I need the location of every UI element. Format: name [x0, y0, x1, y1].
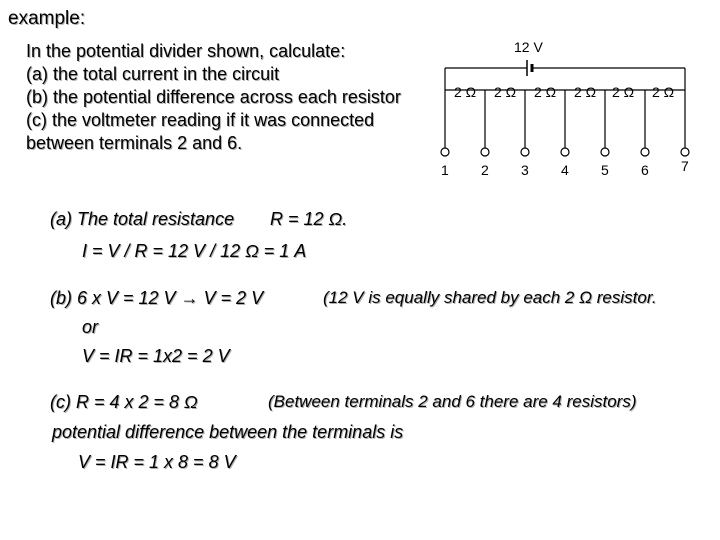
question-line: (c) the voltmeter reading if it was connected: [26, 110, 375, 130]
part-c-note: (Between terminals 2 and 6 there are 4 resistors): [268, 392, 637, 411]
terminal-number: 4: [561, 162, 569, 178]
terminal-circle: [601, 148, 609, 156]
part-a-resistance: R = 12 Ω.: [270, 209, 348, 229]
question-line: (a) the total current in the circuit: [26, 64, 280, 84]
terminal-circle: [441, 148, 449, 156]
terminal-circle: [681, 148, 689, 156]
terminal-circle: [481, 148, 489, 156]
terminal-number: 3: [521, 162, 529, 178]
terminal-number: 2: [481, 162, 489, 178]
terminal-number: 6: [641, 162, 649, 178]
part-b-or: or: [82, 317, 99, 337]
example-heading: example:: [8, 8, 86, 29]
terminal-circle: [561, 148, 569, 156]
part-b-equation: (b) 6 x V = 12 V → V = 2 V: [50, 288, 264, 308]
terminal-circle: [641, 148, 649, 156]
resistor-label: 2 Ω: [494, 84, 517, 100]
resistor-label: 2 Ω: [612, 84, 635, 100]
question-text: [26, 40, 401, 155]
part-b-alternative: V = IR = 1x2 = 2 V: [82, 346, 230, 366]
potential-divider-circuit: [430, 30, 720, 190]
terminal-number: 5: [601, 162, 609, 178]
part-a-label: (a) The total resistance: [50, 209, 235, 229]
resistor-label: 2 Ω: [534, 84, 557, 100]
part-a-current: I = V / R = 12 V / 12 Ω = 1 A: [82, 241, 307, 261]
question-line: between terminals 2 and 6.: [26, 133, 243, 153]
battery-label: 12 V: [514, 39, 543, 55]
resistor-label: 2 Ω: [652, 84, 675, 100]
resistor-label: 2 Ω: [454, 84, 477, 100]
part-c-equation: (c) R = 4 x 2 = 8 Ω: [50, 392, 198, 412]
terminal-number: 1: [441, 162, 449, 178]
resistor-label: 2 Ω: [574, 84, 597, 100]
part-c-text: potential difference between the terminals is: [52, 422, 404, 442]
terminal-circle: [521, 148, 529, 156]
part-c-result: V = IR = 1 x 8 = 8 V: [78, 452, 236, 472]
part-b-note: (12 V is equally shared by each 2 Ω resistor.: [323, 288, 657, 307]
question-line: In the potential divider shown, calculate:: [26, 41, 346, 61]
terminal-number: 7: [681, 158, 689, 174]
question-line: (b) the potential difference across each resistor: [26, 87, 401, 107]
